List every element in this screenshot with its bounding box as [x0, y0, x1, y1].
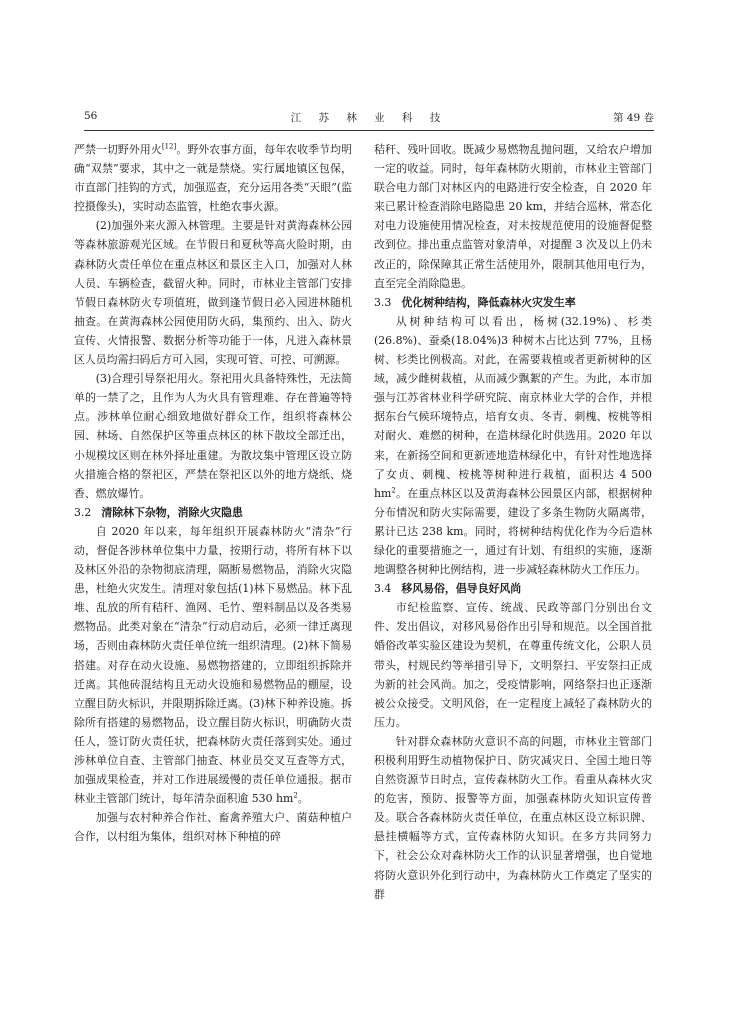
superscript-2: 2 [391, 486, 396, 495]
page-number: 56 [84, 110, 98, 122]
section-number-3-4: 3.4 [374, 582, 392, 596]
section-title-3-3: 优化树种结构，降低森林火灾发生率 [401, 295, 576, 309]
section-title-3-2: 清除林下杂物，消除火灾隐患 [101, 505, 243, 519]
left-paragraph-2: (2)加强外来火源入林管理。主要是针对黄海森林公园等森林旅游观光区域。在节假日和夏秋等高火险时期，由森林防火责任单位在重点林区和景区主入口，加强对人林人员、车辆检查，截留火种。同时，市林业主管部门安排节假日森林防火专项值班，做到逢节假日必入园进林随机抽查。在黄海森林公园使用防火码，集预约、出入、防火宣传、火情报警、数据分析等功能于一体，凡进入森林景区人员均需扫码后方可入园，实现可管、可控、可溯源。 [74, 219, 352, 367]
page-header [84, 110, 654, 126]
right-paragraph-4: 针对群众森林防火意识不高的问题，市林业主管部门积极利用野生动植物保护日、防灾减灾日、全国土地日等自然资源节日时点，宣传森林防火工作。看重从森林火灾的危害，预防、报警等方面，加强森林防火知识宣传普及。联合各森林防火责任单位，在重点林区设立标识牌、悬挂横幅等方式，宣传森林防火知识。在多方共同努力下，社会公众对森林防火工作的认识显著增强，也自觉地将防火意识外化到行动中，为森林防火工作奠定了坚实的群 [374, 734, 652, 901]
right-paragraph-2-rest: 。在重点林区以及黄海森林公园景区内部，根据树种分布情况和防火实际需要，建设了多条生物防火隔离带，累计已达 238 km。同时，将树种结构优化作为今后造林绿化的重要措施之一，通过有计划、有组织的实施，逐渐地调整各树种比例结构，进一步减轻森林防火工作压力。 [374, 486, 652, 577]
right-column [374, 140, 652, 904]
section-heading-3-2 [74, 503, 352, 522]
left-paragraph-4-end: 。 [297, 792, 309, 806]
section-number-3-2: 3.2 [74, 505, 92, 519]
section-heading-3-4 [374, 579, 652, 598]
section-heading-3-3 [374, 293, 652, 312]
left-paragraph-1 [74, 140, 352, 216]
left-paragraph-1-text: 严禁一切野外用火 [74, 143, 162, 156]
left-paragraph-1-rest: 。野外农事方面，每年农收季节均明确“双禁”要求，其中之一就是禁烧。实行属地镇区包保，市直部门挂钩的方式，加强巡查，充分运用各类“天眼”(监控摄像头)，实时动态监管，杜绝农事火源。 [74, 143, 352, 214]
right-paragraph-2-text: 从树种结构可以看出，杨树(32.19%)、杉类(26.8%)、蚕桑(18.04%)3 种树木占比达到 77%，且杨树、杉类比例极高。对此，在需要栽植或者更新树种的区域，减少雌树栽植，从而减少飘絮的产生。为此，本市加强与江苏省林业科学研究院、南京林业大学的合作，并根据东台气候环境特点，培育女贞、冬青、刺槐、桉桃等相对耐火、难燃的树种，在造林绿化时供选用。2020 年以来，在新扬空间和更新迹地造林绿化中，有针对性地选择了女贞、刺槐、桉桃等树种进行栽植，面积达 4 500 hm [374, 314, 652, 500]
journal-title: 江 苏 林 业 科 技 [290, 112, 448, 124]
left-paragraph-3: (3)合理引导祭祀用火。祭祀用火具备特殊性，无法简单的一禁了之，且作为人为火具有管理难、存在普遍等特点。涉林单位耐心细致地做好群众工作，组织将森林公园、林场、自然保护区等重点林区的林下散坟全部迁出，小规模坟区则在林外择址重建。为散坟集中管理区设立防火措施合格的祭祀区，严禁在祭祀区以外的地方烧纸、烧香、燃放爆竹。 [74, 372, 352, 500]
right-paragraph-2 [374, 312, 652, 579]
header-rule [84, 130, 654, 131]
left-paragraph-4 [74, 522, 352, 808]
section-title-3-4: 移风易俗，倡导良好风尚 [401, 582, 522, 596]
left-paragraph-5: 加强与农村种养合作社、畜禽养殖大户、菌菇种植户合作，以村组为集体，组织对林下种植的碎 [74, 811, 352, 844]
right-paragraph-3: 市纪检监察、宣传、统战、民政等部门分别出台文件、发出倡议，对移风易俗作出引导和规范。以全国首批婚俗改革实验区建设为契机，在尊重传统文化，公职人员带头，村规民约等举措引导下，文明祭扫、平安祭扫正成为新的社会风尚。加之，受疫情影响，网络祭扫也正逐渐被公众接受。文明风俗，在一定程度上减轻了森林防火的压力。 [374, 601, 652, 729]
left-column [74, 140, 352, 846]
citation-ref: [12] [161, 142, 177, 151]
volume-label: 第 49 卷 [612, 112, 654, 124]
right-paragraph-1: 秸秆、残叶回收。既减少易燃物乱抛问题，又给农户增加一定的收益。同时，每年森林防火期前，市林业主管部门联合电力部门对林区内的电路进行安全检查，自 2020 年来已累计检查消除电路隐患 20 km，并结合巡林，常态化对电力设施使用情况检查，对未按规范使用的设施督促整改到位。排出重点监管对象清单，对提醒 3 次及以上仍未改正的，除保障其正常生活使用外，限制其他用电行为，直至完全消除隐患。 [374, 143, 652, 290]
left-paragraph-4-text: 自 2020 年以来，每年组织开展森林防火“清杂”行动，督促各涉林单位集中力量，按期行动，将所有林下以及林区外沿的杂物彻底清理，隔断易燃物品，消除火灾隐患，杜绝火灾发生。清理对象包括(1)林下易燃品。林下乱堆、乱放的所有秸秆、渔网、毛竹、塑料制品以及各类易燃物品。此类对象在“清杂”行动启动后，必须一律迁离现场，否则由森林防火责任单位统一组织清理。(2)林下简易搭建。对存在动火设施、易燃物搭建的，立即组织拆除并迁离。其他砖混结构且无动火设施和易燃物品的棚屋，设立醒目防火标识，并限期拆除迁离。(3)林下种养设施。拆除所有搭建的易燃物品，设立醒目防火标识，明确防火责任人，签订防火责任状，把森林防火责任落到实处。通过涉林单位自查、主管部门抽查、林业员交叉互查等方式，加强成果检查，并对工作进展缓慢的责任单位通报。据市林业主管部门统计，每年清杂面积逾 530 hm [74, 524, 352, 806]
section-number-3-3: 3.3 [374, 295, 392, 309]
superscript-2: 2 [293, 791, 298, 800]
